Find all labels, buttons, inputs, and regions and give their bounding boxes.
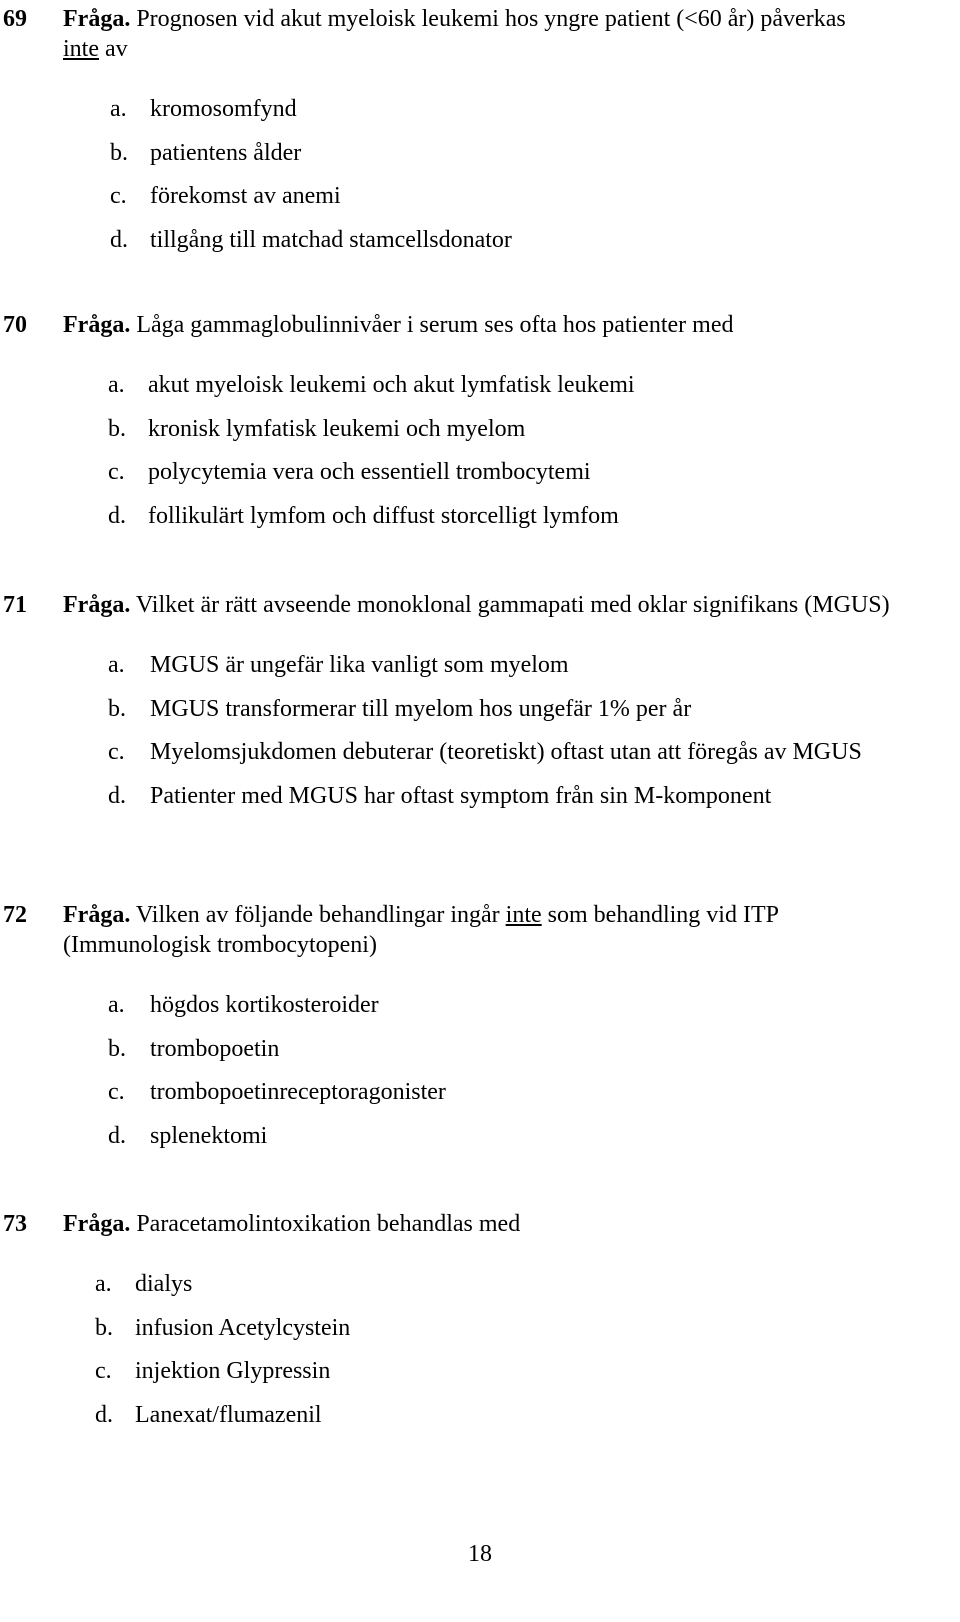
question-number: 71 [3,592,27,618]
question-text-before: Vilken av följande behandlingar ingår [135,902,500,928]
option-text: Lanexat/flumazenil [135,1401,322,1428]
question-label: Fråga. [63,902,131,928]
option-text: MGUS är ungefär lika vanligt som myelom [150,652,569,678]
question-label: Fråga. [63,1211,131,1237]
option-letter: b. [108,695,126,722]
question-header [0,4,960,64]
option-letter: d. [108,502,126,529]
option-letter: a. [108,992,125,1018]
page-number: 18 [468,1541,492,1567]
answer-options [108,650,960,824]
question-header [0,900,960,960]
answer-option-d [108,1121,960,1165]
answer-options [95,1269,960,1443]
question-header [0,590,960,620]
answer-option-a [108,370,960,414]
option-text: infusion Acetylcystein [135,1314,351,1341]
option-text: Patienter med MGUS har oftast symptom från sin M-komponent [150,782,772,809]
answer-option-c [108,457,960,501]
answer-option-d [108,781,960,825]
option-letter: c. [108,1079,125,1105]
answer-option-b [110,138,960,182]
question-label: Fråga. [63,592,131,618]
option-letter: d. [110,226,128,253]
question-text-before: Vilket är rätt avseende monoklonal gammapati med oklar signifikans (MGUS) [135,592,890,618]
option-text: kromosomfynd [150,96,297,122]
question-70 [0,310,960,544]
option-text: förekomst av anemi [150,183,341,209]
answer-option-b [108,694,960,738]
option-text: follikulärt lymfom och diffust storcelligt lymfom [148,502,619,529]
question-69 [0,4,960,268]
option-text: dialys [135,1271,193,1297]
answer-option-a [95,1269,960,1313]
option-letter: a. [95,1271,112,1297]
question-text-underlined: inte [505,902,542,928]
option-text: polycytemia vera och essentiell trombocytemi [148,459,591,485]
option-text: tillgång till matchad stamcellsdonator [150,226,512,253]
option-letter: b. [95,1314,113,1341]
answer-option-b [108,1034,960,1078]
option-letter: a. [110,96,127,122]
question-text-before: Låga gammaglobulinnivåer i serum ses ofta hos patienter med [136,312,734,338]
answer-option-d [108,501,960,545]
answer-options [110,94,960,268]
option-text: trombopoetinreceptoragonister [150,1079,446,1105]
option-letter: b. [108,415,126,442]
answer-option-b [95,1313,960,1357]
option-text: trombopoetin [150,1035,280,1062]
option-letter: c. [108,739,125,765]
question-text-after: av [105,36,128,62]
option-text: högdos kortikosteroider [150,992,379,1018]
question-text-before: Paracetamolintoxikation behandlas med [136,1211,521,1237]
answer-options [108,370,960,544]
answer-option-c [108,737,960,781]
question-72 [0,900,960,1164]
option-text: splenektomi [150,1122,268,1149]
question-number: 69 [3,6,27,32]
question-text [63,900,920,960]
option-letter: c. [95,1358,112,1384]
option-letter: c. [108,459,125,485]
option-letter: d. [95,1401,113,1428]
question-header [0,1209,960,1239]
answer-option-a [108,990,960,1034]
question-text-after: som behandling vid ITP (Immunologisk trombocytopeni) [63,902,779,958]
option-letter: a. [108,372,125,398]
option-letter: c. [110,183,127,209]
option-text: akut myeloisk leukemi och akut lymfatisk leukemi [148,372,635,398]
answer-option-d [110,225,960,269]
option-letter: b. [110,139,128,166]
question-text-underlined: inte [63,36,99,62]
option-text: Myelomsjukdomen debuterar (teoretiskt) oftast utan att föregås av MGUS [150,739,862,765]
question-label: Fråga. [63,6,131,32]
question-number: 70 [3,312,27,338]
question-text-before: Prognosen vid akut myeloisk leukemi hos yngre patient (<60 år) påverkas [136,6,846,32]
question-label: Fråga. [63,312,131,338]
question-text [63,310,920,340]
question-number: 73 [3,1211,27,1237]
answer-option-a [108,650,960,694]
option-letter: b. [108,1035,126,1062]
question-header [0,310,960,340]
question-text [63,4,920,64]
option-text: injektion Glypressin [135,1358,331,1384]
question-71 [0,590,960,824]
answer-option-c [95,1356,960,1400]
question-number: 72 [3,902,27,928]
question-73 [0,1209,960,1443]
option-text: MGUS transformerar till myelom hos ungefär 1% per år [150,695,692,722]
option-letter: a. [108,652,125,678]
question-text [63,590,920,620]
option-letter: d. [108,1122,126,1149]
answer-option-c [110,181,960,225]
answer-option-d [95,1400,960,1444]
question-text [63,1209,920,1239]
option-text: kronisk lymfatisk leukemi och myelom [148,415,526,442]
answer-option-a [110,94,960,138]
answer-option-b [108,414,960,458]
answer-option-c [108,1077,960,1121]
answer-options [108,990,960,1164]
option-letter: d. [108,782,126,809]
option-text: patientens ålder [150,139,302,166]
